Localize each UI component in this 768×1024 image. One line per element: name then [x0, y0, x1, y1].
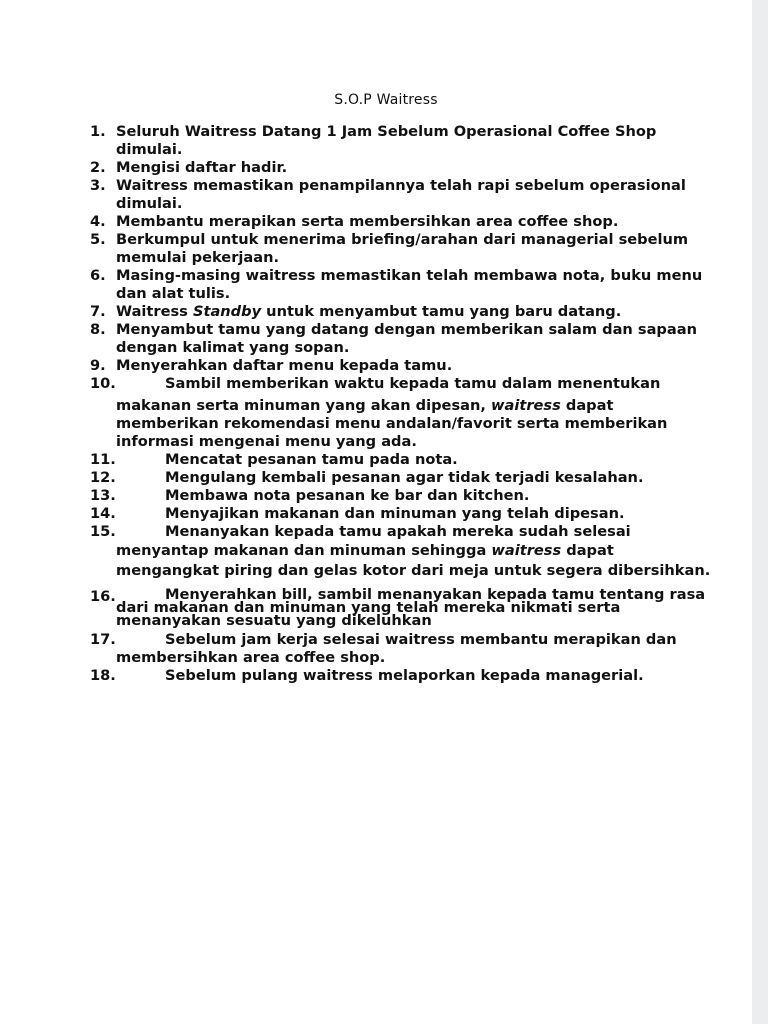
- item-text-emphasis: waitress: [491, 542, 562, 559]
- item-text-part: untuk menyambut tamu yang baru datang.: [261, 303, 622, 320]
- item-number: 15.: [90, 523, 116, 540]
- item-text-first-line: Sambil memberikan waktu kepada tamu dalam menentukan: [165, 375, 661, 392]
- list-item: [0, 523, 752, 580]
- list-item: [0, 451, 752, 469]
- item-text: Berkumpul untuk menerima briefing/arahan dari managerial sebelum memulai pekerjaan.: [116, 231, 689, 266]
- item-number: 10.: [90, 375, 116, 392]
- item-number: 4.: [90, 213, 106, 230]
- item-text: Mengisi daftar hadir.: [116, 159, 288, 176]
- item-text: Mengulang kembali pesanan agar tidak terjadi kesalahan.: [165, 469, 644, 486]
- list-item: [0, 321, 752, 357]
- item-number: 6.: [90, 267, 106, 284]
- list-item: [0, 505, 752, 523]
- list-item: [0, 213, 752, 231]
- item-text: Membantu merapikan serta membersihkan area coffee shop.: [116, 213, 619, 230]
- item-text-part: Waitress: [116, 303, 193, 320]
- scrollbar-track[interactable]: [752, 0, 768, 1024]
- list-item: [0, 631, 752, 667]
- item-text-part: menyantap makanan dan minuman sehingga: [116, 542, 492, 559]
- item-text: Mencatat pesanan tamu pada nota.: [165, 451, 458, 468]
- item-text: [116, 541, 716, 580]
- list-item: [0, 469, 752, 487]
- item-number: 1.: [90, 123, 106, 140]
- item-text: Menyajikan makanan dan minuman yang telah dipesan.: [165, 505, 625, 522]
- list-item: [0, 667, 752, 685]
- item-text: Seluruh Waitress Datang 1 Jam Sebelum Operasional Coffee Shop dimulai.: [116, 123, 657, 158]
- list-item: [0, 231, 752, 267]
- item-text-first-line: Menanyakan kepada tamu apakah mereka sudah selesai: [165, 523, 631, 540]
- item-number: 18.: [90, 667, 116, 684]
- item-text: Membawa nota pesanan ke bar dan kitchen.: [165, 487, 530, 504]
- list-item: [0, 487, 752, 505]
- list-item: [0, 303, 752, 321]
- item-text: Sebelum pulang waitress melaporkan kepada managerial.: [165, 667, 644, 684]
- item-number: 14.: [90, 505, 116, 522]
- item-text: [116, 397, 716, 451]
- list-item: [0, 267, 752, 303]
- list-item: [0, 357, 752, 375]
- item-text-emphasis: Standby: [192, 303, 262, 320]
- item-text: Sebelum jam kerja selesai waitress membantu merapikan dan membersihkan area coffee shop.: [116, 631, 677, 666]
- item-text: Masing-masing waitress memastikan telah membawa nota, buku menu dan alat tulis.: [116, 267, 703, 302]
- item-text-part: dapat memberikan rekomendasi menu andalan/favorit serta memberikan informasi mengenai menu yang ada.: [116, 397, 668, 450]
- item-text-part: makanan serta minuman yang akan dipesan,: [116, 397, 492, 414]
- item-number: 16.: [90, 588, 116, 605]
- list-item: [0, 159, 752, 177]
- item-text: [116, 303, 716, 321]
- item-number: 11.: [90, 451, 116, 468]
- item-number: 12.: [90, 469, 116, 486]
- item-number: 7.: [90, 303, 106, 320]
- item-number: 17.: [90, 631, 116, 648]
- item-text-part: dapat mengangkat piring dan gelas kotor dari meja untuk segera dibersihkan.: [116, 542, 711, 579]
- list-item: [0, 375, 752, 451]
- list-item: [0, 588, 752, 627]
- item-text: Menyerahkan daftar menu kepada tamu.: [116, 357, 453, 374]
- item-number: 3.: [90, 177, 106, 194]
- list-item: [0, 177, 752, 213]
- item-number: 5.: [90, 231, 106, 248]
- item-number: 9.: [90, 357, 106, 374]
- item-number: 2.: [90, 159, 106, 176]
- item-text: Waitress memastikan penampilannya telah rapi sebelum operasional dimulai.: [116, 177, 686, 212]
- item-text: Menyerahkan bill, sambil menanyakan kepada tamu tentang rasa dari makanan dan minuman yang telah mereka nikmati serta menanyakan sesuatu yang dikeluhkan: [116, 586, 706, 629]
- item-number: 13.: [90, 487, 116, 504]
- item-text-emphasis: waitress: [491, 397, 561, 414]
- item-text: Menyambut tamu yang datang dengan memberikan salam dan sapaan dengan kalimat yang sopan.: [116, 321, 697, 356]
- item-number: 8.: [90, 321, 106, 338]
- list-item: [0, 123, 752, 159]
- sop-list: [0, 123, 752, 685]
- document-title: S.O.P Waitress: [334, 92, 438, 108]
